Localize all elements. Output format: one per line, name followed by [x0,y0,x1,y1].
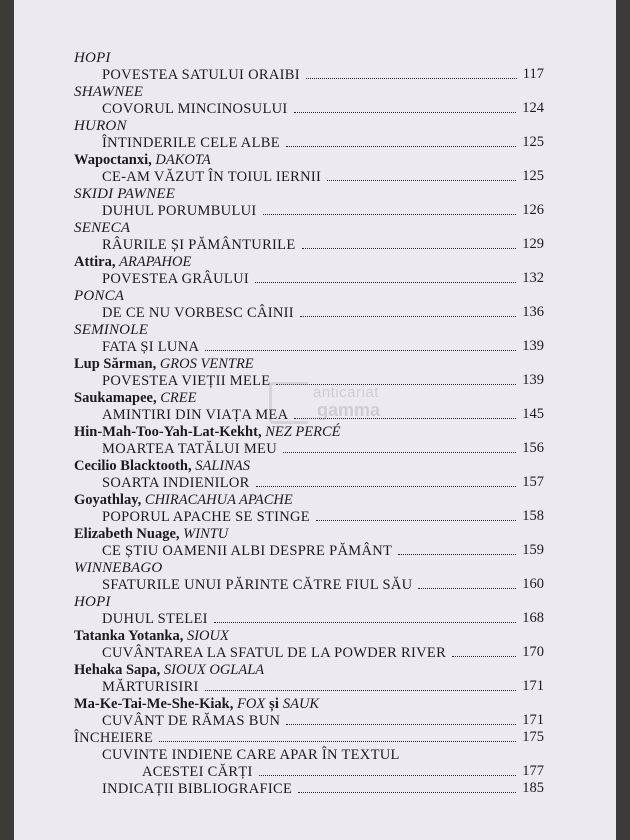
entry-title: CUVÂNTAREA LA SFATUL DE LA POWDER RIVER [102,645,447,661]
entry-title: MĂRTURISIRI [102,679,199,695]
speaker-nation: SIOUX OGLALA [163,662,265,678]
toc-entry [74,304,544,321]
dot-leader [398,554,516,555]
toc-entry [74,780,544,797]
toc-entry [74,508,544,525]
speaker-nation: WINTU [183,526,229,542]
toc-entry [74,644,544,661]
nation-name: WINNEBAGO [74,560,163,576]
speaker-name: Cecilio Blacktooth [74,458,188,474]
entry-title: POVESTEA VIEȚII MELE [102,373,271,389]
nation-name: HOPI [74,594,111,610]
speaker-nation: SALINAS [195,458,251,474]
entry-title: CE-AM VĂZUT ÎN TOIUL IERNII [102,169,322,185]
dot-leader [298,792,516,793]
page-number: 159 [522,542,544,558]
speaker-name: Hehaka Sapa [74,662,157,678]
toc-entry [74,474,544,491]
speaker-name: Lup Sărman [74,356,153,372]
speaker-nation: ARAPAHOE [119,254,192,270]
page-number: 145 [522,406,544,422]
page-number: 124 [522,100,544,116]
dot-leader [214,622,516,623]
dot-leader [205,690,517,691]
speaker-nation: GROS VENTRE [159,356,254,372]
toc-nation-heading [74,321,544,338]
dot-leader [302,248,517,249]
dot-leader [294,112,517,113]
nation-name: SEMINOLE [74,322,149,338]
dot-leader [418,588,516,589]
entry-title: CUVINTE INDIENE CARE APAR ÎN TEXTUL [102,747,400,763]
page-number: 139 [522,338,544,354]
speaker-nation: SAUK [282,696,320,712]
speaker-nation: CHIRACAHUA APACHE [144,492,293,508]
speaker-name: Tatanka Yotanka [74,628,180,644]
watermark-frame-icon [269,382,308,424]
toc-nation-heading [74,185,544,202]
toc-entry [74,712,544,729]
entry-title: RÂURILE ȘI PĂMÂNTURILE [102,237,296,253]
entry-title: POVESTEA SATULUI ORAIBI [102,67,300,83]
dot-leader [255,282,516,283]
watermark-line1: anticariat [313,384,379,401]
toc-speaker-heading: Ma-Ke-Tai-Me-She-Kiak, FOX și SAUK [74,696,320,712]
entry-title: SFATURILE UNUI PĂRINTE CĂTRE FIUL SĂU [102,577,413,593]
toc-speaker-heading: Hehaka Sapa, SIOUX OGLALA [74,662,265,678]
toc-nation-heading [74,287,544,304]
toc-speaker-heading: Hin-Mah-Too-Yah-Lat-Kekht, NEZ PERCÉ [74,424,341,440]
page-number: 126 [522,202,544,218]
entry-title: DUHUL PORUMBULUI [102,203,257,219]
page-number: 125 [522,134,544,150]
page-number: 168 [522,610,544,626]
toc-nation-heading [74,117,544,134]
page-number: 171 [522,678,544,694]
entry-title: POVESTEA GRÂULUI [102,271,249,287]
page-number: 175 [522,729,544,745]
toc-nation-heading [74,593,544,610]
toc-entry [74,338,544,355]
toc-entry [74,100,544,117]
entry-title: INDICAȚII BIBLIOGRAFICE [102,781,293,797]
toc-nation-heading [74,219,544,236]
toc-speaker-heading: Wapoctanxi, DAKOTA [74,152,211,168]
page-number: 139 [522,372,544,388]
dot-leader [306,78,517,79]
entry-title: FATA ȘI LUNA [102,339,200,355]
toc-entry [74,729,544,746]
toc-entry [74,440,544,457]
speaker-name: Saukamapee [74,390,153,406]
toc-speaker-heading: Saukamapee, CREE [74,390,197,406]
toc-entry [74,763,544,780]
watermark-logo [269,380,419,430]
entry-title: POPORUL APACHE SE STINGE [102,509,310,525]
dot-leader [286,724,516,725]
page-number: 158 [522,508,544,524]
page-number: 170 [522,644,544,660]
nation-name: PONCA [74,288,125,304]
speaker-name: Elizabeth Nuage [74,526,176,542]
dot-leader [205,350,516,351]
speaker-name: Hin-Mah-Too-Yah-Lat-Kekht [74,424,258,440]
page-number: 136 [522,304,544,320]
speaker-nation: DAKOTA [155,152,211,168]
page-number: 177 [522,763,544,779]
entry-title: AMINTIRI DIN VIAȚA MEA [102,407,289,423]
toc-entry [74,202,544,219]
page-number: 160 [522,576,544,592]
nation-name: HOPI [74,50,111,66]
page-number: 156 [522,440,544,456]
dot-leader [283,452,516,453]
page-number: 132 [522,270,544,286]
toc-speaker-heading: Elizabeth Nuage, WINTU [74,526,229,542]
entry-title: ÎNTINDERILE CELE ALBE [102,135,280,151]
toc-speaker-heading: Cecilio Blacktooth, SALINAS [74,458,251,474]
dot-leader [452,656,516,657]
toc-speaker-heading: Tatanka Yotanka, SIOUX [74,628,229,644]
entry-title: DUHUL STELEI [102,611,208,627]
speaker-name: Attira [74,254,112,270]
nation-name: SKIDI PAWNEE [74,186,176,202]
speaker-nation: NEZ PERCÉ [265,424,341,440]
dot-leader [256,486,517,487]
speaker-name: Wapoctanxi [74,152,149,168]
dot-leader [286,146,516,147]
entry-title: COVORUL MINCINOSULUI [102,101,288,117]
toc-entry [74,134,544,151]
page-number: 157 [522,474,544,490]
watermark-line2: gamma [317,400,381,420]
toc-entry [74,236,544,253]
speaker-name: Goyathlay [74,492,138,508]
entry-title: CE ȘTIU OAMENII ALBI DESPRE PĂMÂNT [102,543,393,559]
speaker-nation: FOX [236,696,266,712]
dot-leader [316,520,516,521]
toc-entry [74,168,544,185]
nation-name: SENECA [74,220,131,236]
toc-nation-heading [74,83,544,100]
nation-name: HURON [74,118,127,134]
dot-leader [259,775,517,776]
page-number: 129 [522,236,544,252]
toc-nation-heading [74,49,544,66]
speaker-nation: SIOUX [186,628,229,644]
speaker-nation: CREE [160,390,197,406]
toc-speaker-heading: Goyathlay, CHIRACAHUA APACHE [74,492,293,508]
toc-entry [74,576,544,593]
page-number: 185 [522,780,544,796]
dot-leader [327,180,516,181]
book-page [14,0,616,840]
page-number: 117 [522,66,544,82]
toc-entry [74,678,544,695]
toc-entry [74,66,544,83]
dot-leader [159,741,516,742]
conjunction: și [269,696,279,712]
dot-leader [300,316,516,317]
entry-title: SOARTA INDIENILOR [102,475,250,491]
toc-entry [74,610,544,627]
page-number: 125 [522,168,544,184]
toc-entry [74,746,544,763]
toc-entry [74,270,544,287]
toc-nation-heading [74,559,544,576]
dot-leader [263,214,517,215]
entry-title: MOARTEA TATĂLUI MEU [102,441,277,457]
speaker-name: Ma-Ke-Tai-Me-She-Kiak [74,696,230,712]
toc-speaker-heading: Lup Sărman, GROS VENTRE [74,356,254,372]
toc-speaker-heading: Attira, ARAPAHOE [74,254,192,270]
toc-entry [74,542,544,559]
entry-title: ACESTEI CĂRȚI [142,764,253,780]
entry-title: DE CE NU VORBESC CÂINII [102,305,294,321]
nation-name: SHAWNEE [74,84,144,100]
page-number: 171 [522,712,544,728]
entry-title: CUVÂNT DE RĂMAS BUN [102,713,281,729]
entry-title: ÎNCHEIERE [74,730,154,746]
